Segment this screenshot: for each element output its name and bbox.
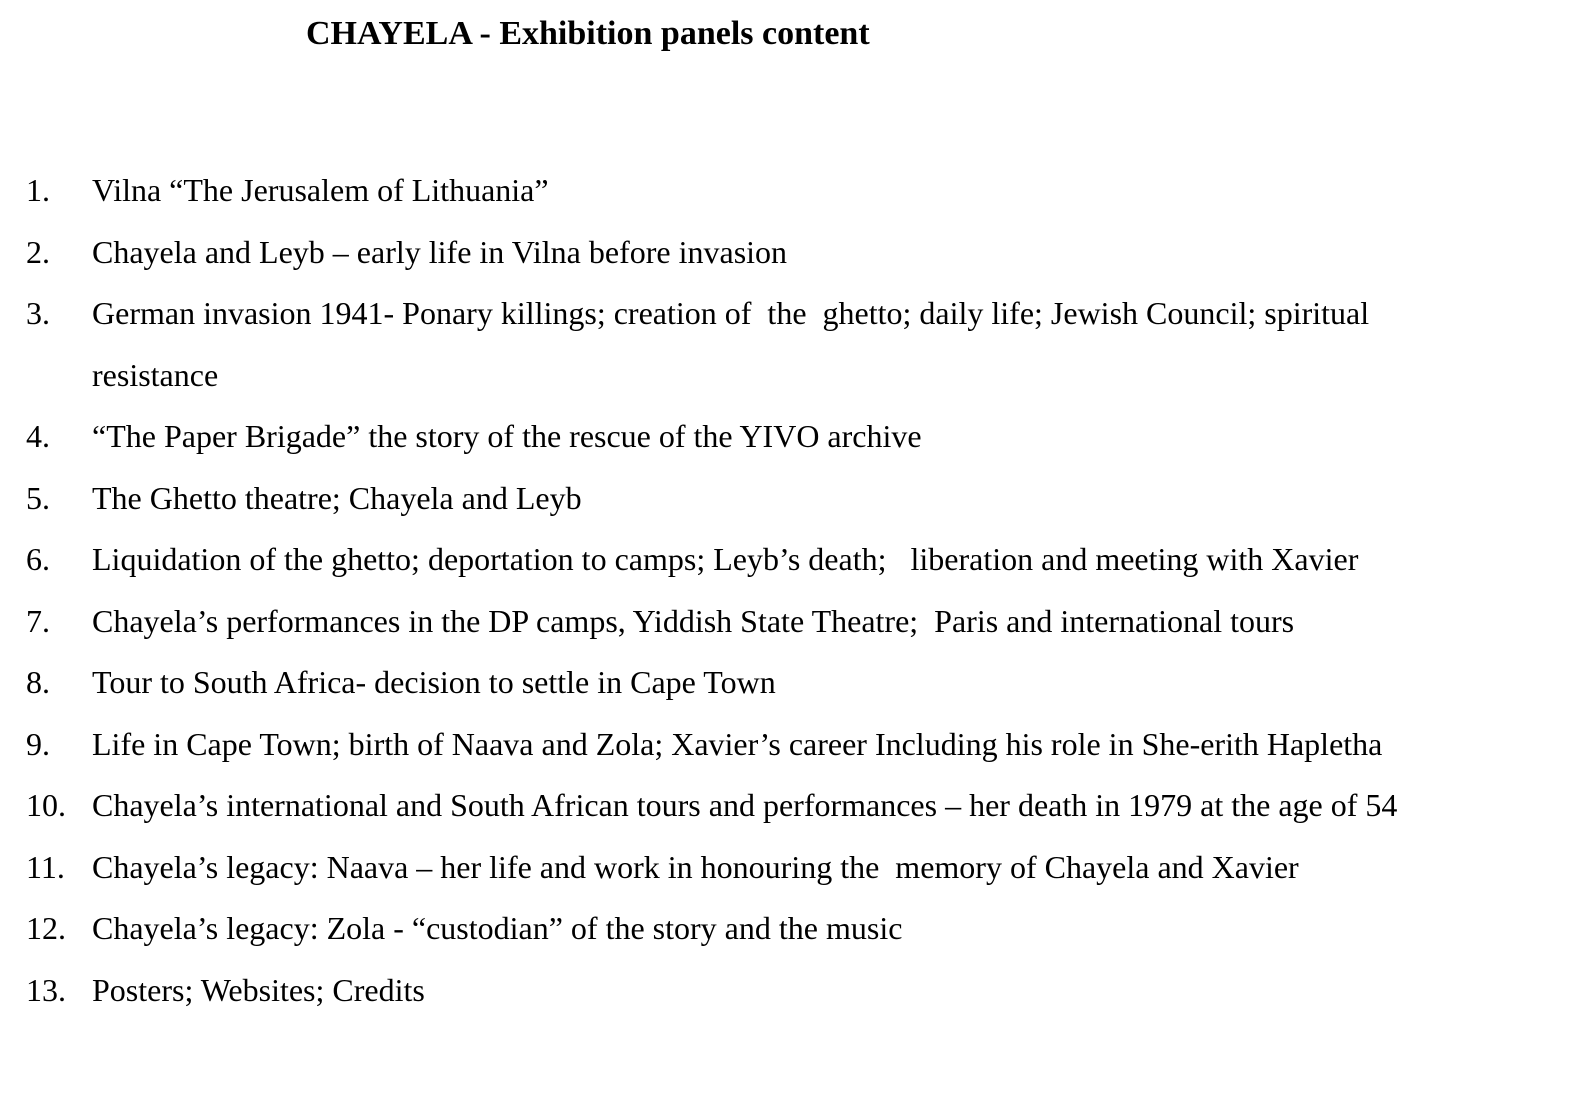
panel-item-10: [0, 775, 1592, 837]
panel-number: 13.: [26, 971, 66, 1008]
panel-text: Chayela’s performances in the DP camps, Yiddish State Theatre; Paris and international tours: [92, 602, 1295, 639]
panel-number: 2.: [26, 233, 50, 270]
panel-item-6: [0, 529, 1592, 591]
panel-number: 10.: [26, 787, 66, 823]
panel-text: Liquidation of the ghetto; deportation to camps; Leyb’s death; liberation and meeting with Xavier: [92, 541, 1359, 577]
document-title: CHAYELA - Exhibition panels content: [306, 15, 870, 52]
panel-text: Posters; Websites; Credits: [92, 971, 425, 1008]
panel-text: German invasion 1941- Ponary killings; creation of the ghetto; daily life; Jewish Council; spiritual: [92, 295, 1370, 331]
panel-item-9: [0, 714, 1592, 776]
panel-number: 9.: [26, 725, 50, 762]
panel-text: Vilna “The Jerusalem of Lithuania”: [92, 172, 549, 208]
panel-number: 3.: [26, 295, 50, 331]
panel-item-4: [0, 406, 1592, 468]
panel-number: 1.: [26, 172, 50, 208]
panel-text: “The Paper Brigade” the story of the rescue of the YIVO archive: [92, 418, 922, 454]
panel-item-12: [0, 898, 1592, 960]
panel-number: 7.: [26, 602, 50, 639]
panel-item-11: [0, 837, 1592, 899]
panel-item-1: [0, 160, 1592, 222]
panel-text: Chayela’s legacy: Naava – her life and work in honouring the memory of Chayela and Xavier: [92, 848, 1299, 885]
panel-text: Chayela’s international and South African tours and performances – her death in 1979 at the age of 54: [92, 787, 1398, 823]
panel-item-8: [0, 652, 1592, 714]
panel-number: 5.: [26, 479, 50, 516]
panel-number: 12.: [26, 910, 66, 946]
panel-text: The Ghetto theatre; Chayela and Leyb: [92, 479, 582, 516]
panel-text: Chayela and Leyb – early life in Vilna before invasion: [92, 233, 788, 270]
panel-text: Life in Cape Town; birth of Naava and Zola; Xavier’s career Including his role in She-erith Hapletha: [92, 725, 1383, 762]
panel-number: 11.: [26, 848, 65, 885]
panel-number: 8.: [26, 664, 50, 700]
panel-list: [0, 160, 1592, 1021]
panel-number: 6.: [26, 541, 50, 577]
panel-item-5: [0, 468, 1592, 530]
panel-text: Tour to South Africa- decision to settle in Cape Town: [92, 664, 776, 700]
panel-text-continuation: resistance: [92, 356, 219, 393]
panel-item-7: [0, 591, 1592, 653]
panel-text: Chayela’s legacy: Zola - “custodian” of the story and the music: [92, 910, 903, 946]
panel-number: 4.: [26, 418, 50, 454]
panel-item-2: [0, 222, 1592, 284]
panel-item-13: [0, 960, 1592, 1022]
panel-item-3: [0, 283, 1592, 406]
